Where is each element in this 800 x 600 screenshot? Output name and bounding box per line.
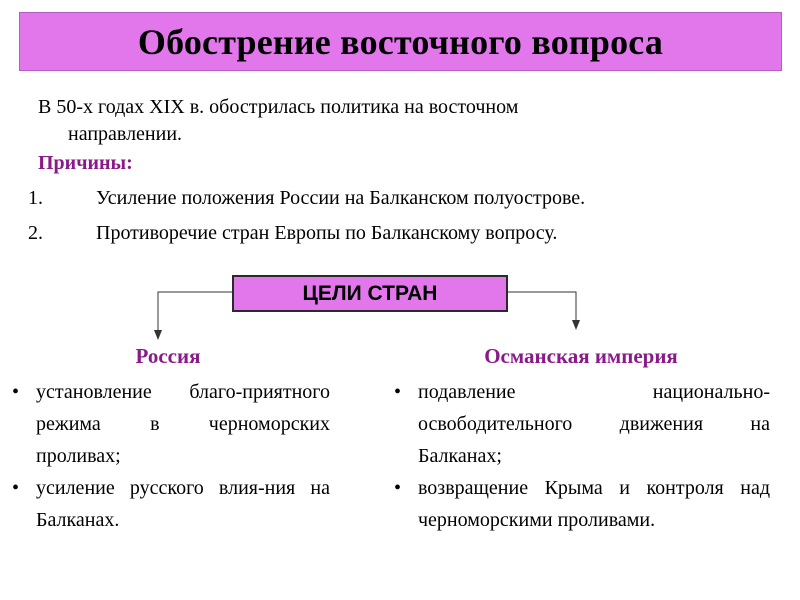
ottoman-goal-1: • подавление национально-освободительного движения на Балканах; — [390, 376, 770, 472]
reason-number: 2. — [28, 222, 43, 244]
intro-line-2: направлении. — [68, 123, 183, 145]
russia-goal-2: • усиление русского влия-ния на Балканах. — [8, 472, 330, 536]
arrow-to-russia — [158, 292, 232, 330]
reasons-heading: Причины: — [38, 152, 133, 174]
arrowhead-russia — [154, 330, 162, 340]
intro-line-1: В 50-х годах XIX в. обострилась политика на восточном — [38, 96, 519, 118]
reason-text: Противоречие стран Европы по Балканскому вопросу. — [96, 222, 558, 244]
russia-goals-list — [8, 376, 330, 536]
russia-goal-1: • установление благо-приятного режима в черноморских проливах; — [8, 376, 330, 472]
russia-title: Россия — [135, 344, 201, 368]
reason-number: 1. — [28, 187, 43, 209]
arrowhead-ottoman — [572, 320, 580, 330]
ottoman-goal-2: • возвращение Крыма и контроля над черноморскими проливами. — [390, 472, 770, 536]
arrow-to-ottoman — [508, 292, 576, 320]
ottoman-goals-list — [390, 376, 770, 536]
reason-text: Усиление положения России на Балканском полуострове. — [96, 187, 586, 209]
ottoman-title: Османская империя — [484, 344, 678, 368]
page-title: Обострение восточного вопроса — [19, 12, 782, 71]
goals-box: ЦЕЛИ СТРАН — [232, 275, 508, 312]
